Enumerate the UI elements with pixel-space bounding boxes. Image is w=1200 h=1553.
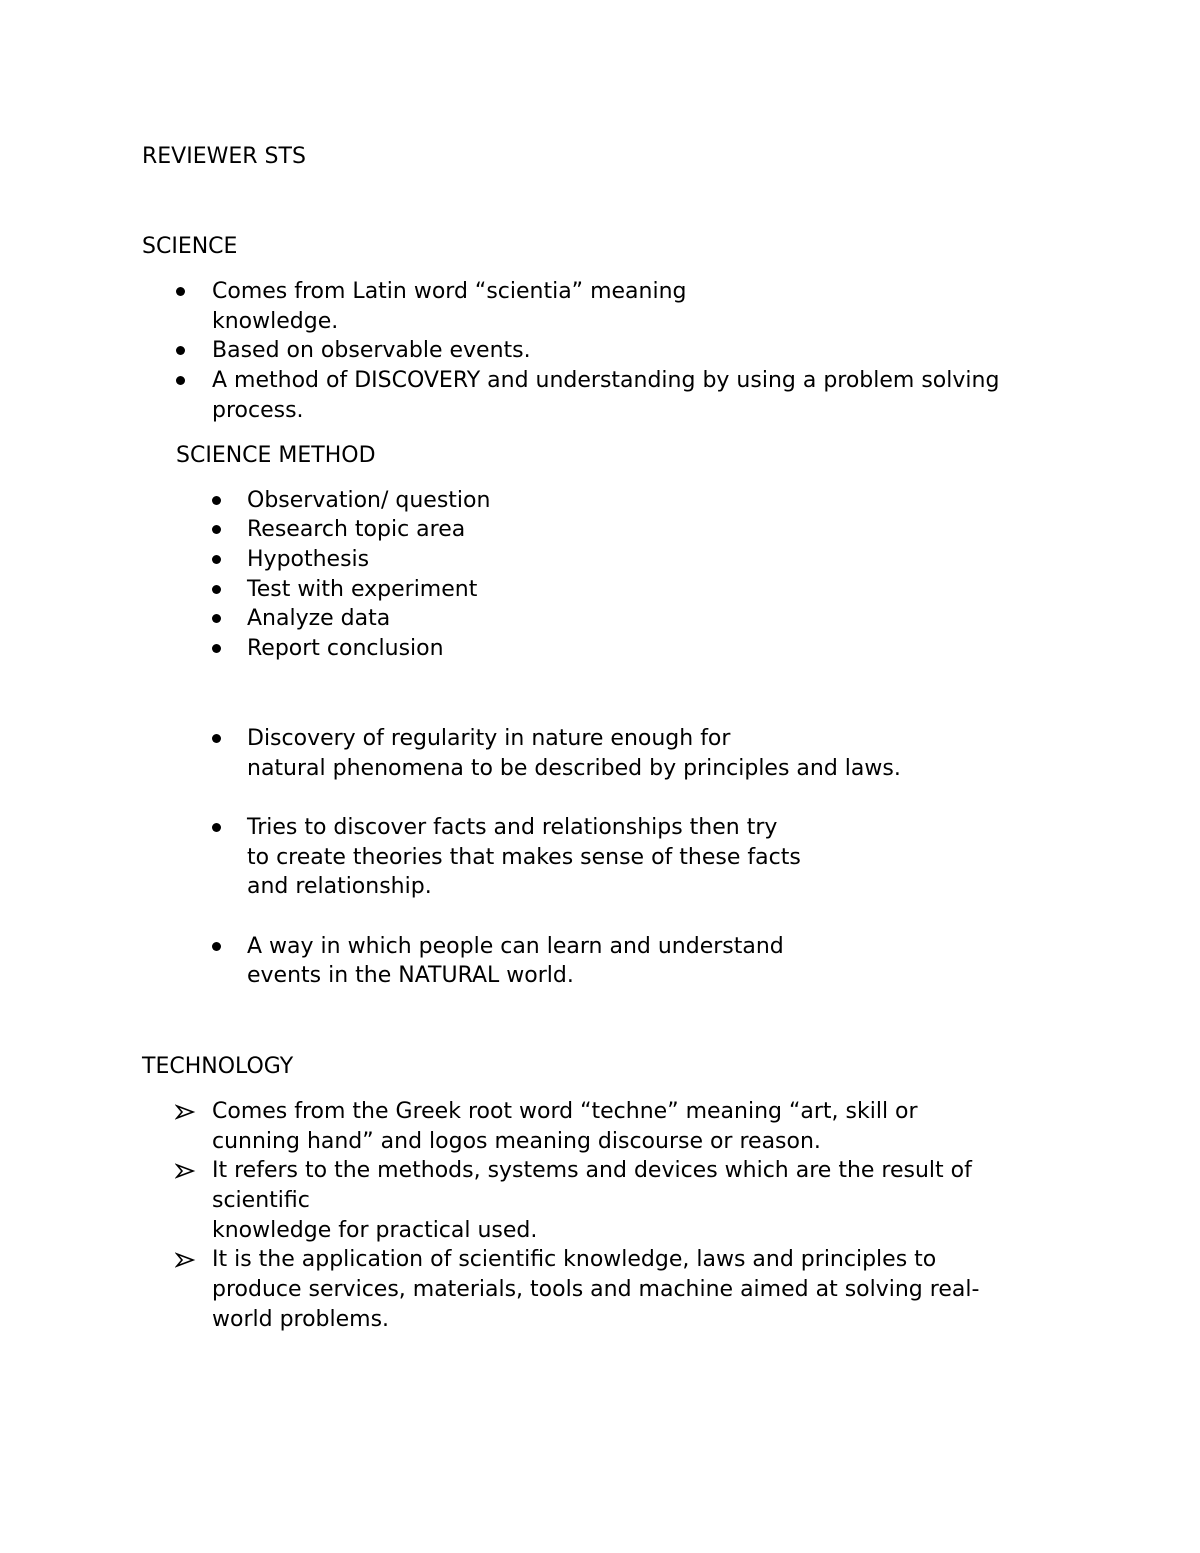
list-item: Report conclusion <box>247 636 444 661</box>
bullet-icon <box>176 287 185 296</box>
bullet-icon <box>212 525 221 534</box>
bullet-icon <box>176 376 185 385</box>
list-item-line: Discovery of regularity in nature enough for <box>247 726 731 751</box>
list-item-line: knowledge for practical used. <box>212 1218 538 1243</box>
list-item-line: Based on observable events. <box>212 338 531 363</box>
list-item-line: Comes from the Greek root word “techne” meaning “art, skill or <box>212 1099 918 1124</box>
technology-heading: TECHNOLOGY <box>142 1054 294 1079</box>
bullet-icon <box>212 644 221 653</box>
bullet-icon <box>212 942 221 951</box>
science-method-heading: SCIENCE METHOD <box>176 443 376 468</box>
bullet-icon <box>212 555 221 564</box>
list-item: Analyze data <box>247 606 391 631</box>
list-item: Observation/ question <box>247 488 491 513</box>
bullet-icon <box>212 823 221 832</box>
list-item: Research topic area <box>247 517 466 542</box>
page-title: REVIEWER STS <box>142 144 306 169</box>
list-item-line: cunning hand” and logos meaning discourse or reason. <box>212 1129 821 1154</box>
bullet-icon <box>212 585 221 594</box>
bullet-icon <box>212 496 221 505</box>
list-item-line: Tries to discover facts and relationships then try <box>247 815 778 840</box>
list-item-line: It refers to the methods, systems and devices which are the result of <box>212 1158 972 1183</box>
bullet-icon <box>212 734 221 743</box>
list-item-line: It is the application of scientific knowledge, laws and principles to <box>212 1247 937 1272</box>
list-item-line: scientific <box>212 1188 310 1213</box>
science-heading: SCIENCE <box>142 234 238 259</box>
list-item-line: to create theories that makes sense of these facts <box>247 845 801 870</box>
list-item-line: world problems. <box>212 1307 390 1332</box>
list-item-line: Comes from Latin word “scientia” meaning <box>212 279 687 304</box>
bullet-icon <box>176 346 185 355</box>
arrowhead-bullet-icon <box>175 1163 197 1179</box>
list-item: Hypothesis <box>247 547 370 572</box>
list-item-line: events in the NATURAL world. <box>247 963 574 988</box>
bullet-icon <box>212 614 221 623</box>
list-item-line: produce services, materials, tools and machine aimed at solving real- <box>212 1277 980 1302</box>
list-item-line: natural phenomena to be described by principles and laws. <box>247 756 901 781</box>
arrowhead-bullet-icon <box>175 1252 197 1268</box>
list-item: Test with experiment <box>247 577 478 602</box>
list-item-line: and relationship. <box>247 874 432 899</box>
arrowhead-bullet-icon <box>175 1104 197 1120</box>
list-item-line: A way in which people can learn and understand <box>247 934 784 959</box>
list-item-line: knowledge. <box>212 309 339 334</box>
list-item-line: process. <box>212 398 304 423</box>
list-item-line: A method of DISCOVERY and understanding by using a problem solving <box>212 368 1000 393</box>
